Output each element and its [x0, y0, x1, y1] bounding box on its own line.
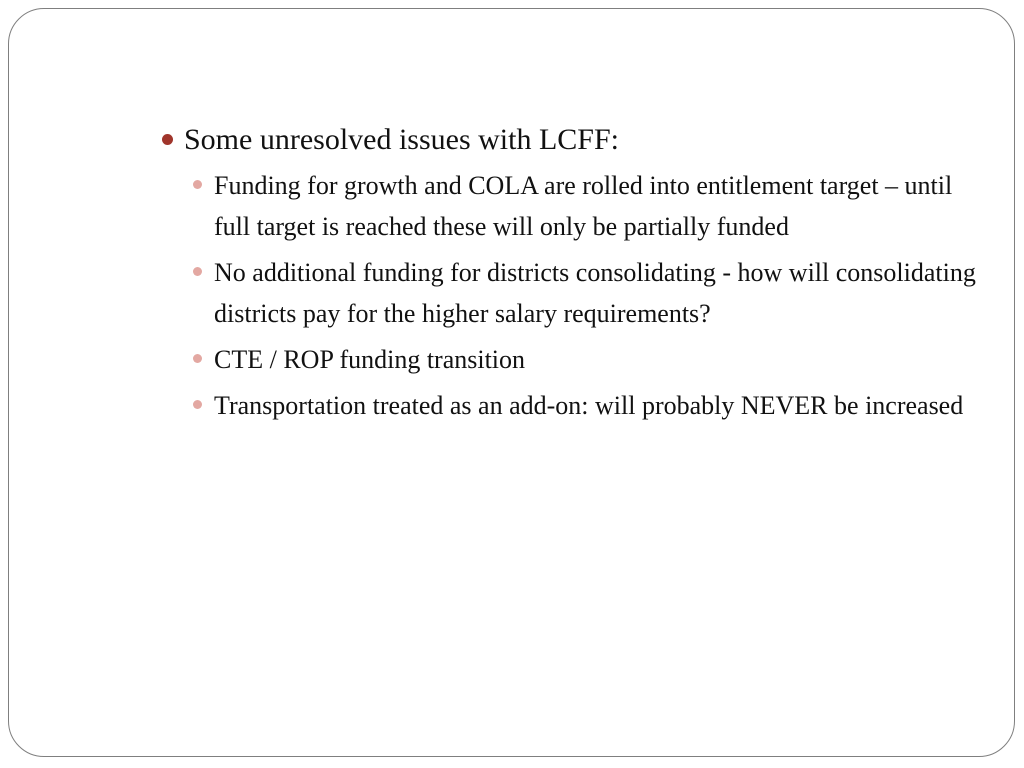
slide — [8, 8, 1015, 757]
sub-bullet-text: No additional funding for districts consolidating - how will consolidating districts pay for the higher salary requirements? — [214, 258, 976, 328]
slide-content — [159, 121, 989, 431]
sub-bullet-dot-icon — [193, 267, 202, 276]
main-bullet-text: Some unresolved issues with LCFF: — [184, 123, 620, 156]
sub-bullet-text: Funding for growth and COLA are rolled into entitlement target – until full target is reached these will only be partially funded — [214, 171, 953, 241]
sub-bullet-text: Transportation treated as an add-on: will probably NEVER be increased — [214, 391, 964, 420]
sub-bullet-list — [189, 165, 989, 426]
sub-bullet-item — [189, 252, 989, 334]
sub-bullet-item — [189, 339, 989, 380]
sub-bullet-item — [189, 385, 989, 426]
sub-bullet-text: CTE / ROP funding transition — [214, 345, 526, 374]
sub-bullet-dot-icon — [193, 400, 202, 409]
bullet-dot-icon — [162, 134, 173, 145]
sub-bullet-dot-icon — [193, 180, 202, 189]
sub-bullet-item — [189, 165, 989, 247]
main-bullet-item — [159, 121, 989, 159]
sub-bullet-dot-icon — [193, 354, 202, 363]
